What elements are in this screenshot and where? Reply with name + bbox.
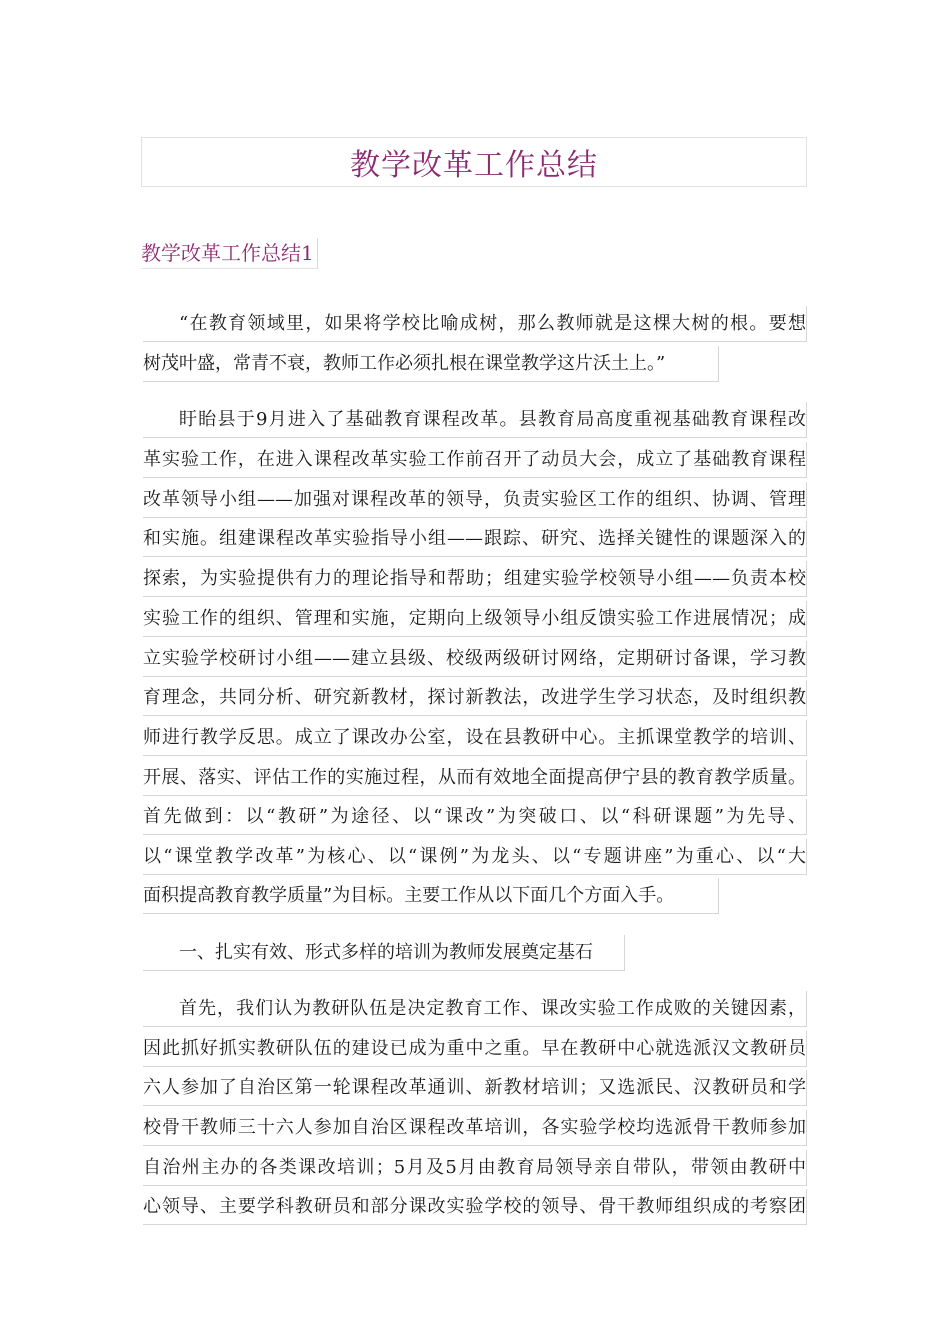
section-heading: 一、扎实有效、形式多样的培训为教师发展奠定基石 (143, 935, 625, 971)
document-title: 教学改革工作总结 (350, 148, 598, 183)
paragraph-line: 开展、落实、评估工作的实施过程，从而有效地全面提高伊宁县的教育教学质量。 (143, 760, 807, 796)
paragraph-line: 和实施。组建课程改革实验指导小组——跟踪、研究、选择关键性的课题深入的 (143, 521, 807, 557)
paragraph-line: 立实验学校研讨小组——建立县级、校级两级研讨网络，定期研讨备课，学习教 (143, 641, 807, 677)
paragraph-line: 心领导、主要学科教研员和部分课改实验学校的领导、骨干教师组织成的考察团 (143, 1189, 807, 1225)
quote-line: 树茂叶盛，常青不衰，教师工作必须扎根在课堂教学这片沃土上。” (143, 346, 719, 382)
paragraph-line: 实验工作的组织、管理和实施，定期向上级领导小组反馈实验工作进展情况；成 (143, 601, 807, 637)
paragraph-line: 以“课堂教学改革”为核心、以“课例”为龙头、以“专题讲座”为重心、以“大 (143, 839, 807, 875)
paragraph-line: 自治州主办的各类课改培训；5月及5月由教育局领导亲自带队，带领由教研中 (143, 1150, 807, 1186)
paragraph-line: 面积提高教育教学质量”为目标。主要工作从以下面几个方面入手。 (143, 878, 719, 914)
paragraph-line: 首先做到：以“教研”为途径、以“课改”为突破口、以“科研课题”为先导、 (143, 799, 807, 835)
paragraph-line: 革实验工作，在进入课程改革实验工作前召开了动员大会，成立了基础教育课程 (143, 442, 807, 478)
paragraph-line: 因此抓好抓实教研队伍的建设已成为重中之重。早在教研中心就选派汉文教研员 (143, 1031, 807, 1067)
document-title-box (141, 137, 807, 187)
paragraph-line: 探索，为实验提供有力的理论指导和帮助；组建实验学校领导小组——负责本校 (143, 561, 807, 597)
paragraph-line: 盱眙县于9月进入了基础教育课程改革。县教育局高度重视基础教育课程改 (143, 402, 807, 438)
paragraph-line: 改革领导小组——加强对课程改革的领导，负责实验区工作的组织、协调、管理 (143, 482, 807, 518)
paragraph-line: 校骨干教师三十六人参加自治区课程改革培训，各实验学校均选派骨干教师参加 (143, 1110, 807, 1146)
paragraph-line: 育理念，共同分析、研究新教材，探讨新教法，改进学生学习状态，及时组织教 (143, 680, 807, 716)
section-subtitle: 教学改革工作总结1 (141, 238, 318, 269)
paragraph-line: 首先，我们认为教研队伍是决定教育工作、课改实验工作成败的关键因素， (143, 991, 807, 1027)
paragraph-line: 师进行教学反思。成立了课改办公室，设在县教研中心。主抓课堂教学的培训、 (143, 720, 807, 756)
paragraph-line: 六人参加了自治区第一轮课程改革通训、新教材培训；又选派民、汉教研员和学 (143, 1070, 807, 1106)
quote-line: “在教育领域里，如果将学校比喻成树，那么教师就是这棵大树的根。要想 (143, 306, 807, 342)
